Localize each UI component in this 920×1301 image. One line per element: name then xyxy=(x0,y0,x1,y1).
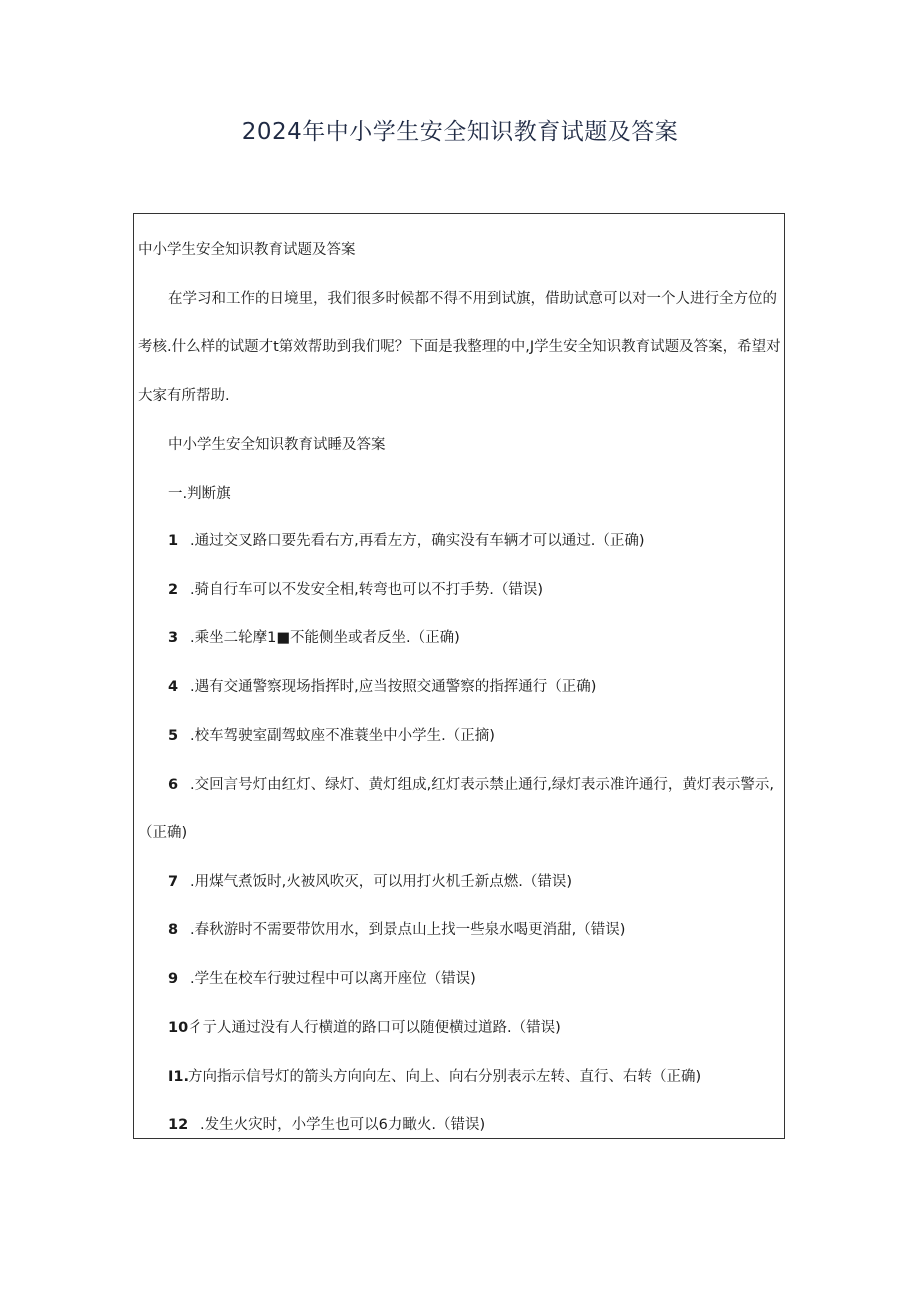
question-number: 10 xyxy=(168,1020,189,1036)
question-item xyxy=(168,776,774,794)
content-box xyxy=(133,213,785,1139)
question-item xyxy=(168,1116,485,1134)
question-text: 方向指示信号灯的箭头方向向左、向上、向右分别表示左转、直行、右转（正确) xyxy=(188,1069,702,1085)
question-text: 彳亍人通过没有人行横道的路口可以随便横过道路.（错误) xyxy=(188,1020,561,1036)
question-continuation: （正确) xyxy=(138,825,188,841)
question-number: 7 xyxy=(168,874,179,890)
question-number: 6 xyxy=(168,777,179,793)
question-item xyxy=(168,678,596,696)
question-text: .通过交叉路口要先看右方,再看左方，确实没有车辆才可以通过.（正确) xyxy=(190,533,645,549)
question-number: 2 xyxy=(168,582,179,598)
question-item xyxy=(168,581,543,599)
document-title: 2024年中小学生安全知识教育试题及答案 xyxy=(241,119,679,145)
doc-heading: 中小学生安全知识教育试题及答案 xyxy=(138,242,356,258)
question-item xyxy=(168,532,644,550)
intro-line-2: 考核.什么样的试题才t第效帮助到我们呢？下面是我整理的中,J学生安全知识教育试题及答案，希望对 xyxy=(138,339,781,355)
question-item xyxy=(168,1068,701,1086)
question-item xyxy=(168,727,495,745)
question-text: .遇有交通警察现场指挥时,应当按照交通警察的指挥通行（正确) xyxy=(190,679,597,695)
question-number: 5 xyxy=(168,728,179,744)
section-heading: 一.判断旗 xyxy=(168,486,231,502)
question-text: .交回言号灯由红灯、绿灯、黄灯组成,红灯表示禁止通行,绿灯表示准许通行，黄灯表示警示, xyxy=(190,777,774,793)
question-number: 3 xyxy=(168,630,179,646)
question-text: .乘坐二轮摩1■不能侧坐或者反坐.（正确) xyxy=(190,630,460,646)
question-text: .发生火灾时，小学生也可以6力瞰火.（错误) xyxy=(200,1117,486,1133)
question-item xyxy=(168,921,625,939)
sub-heading: 中小学生安全知识教育试睡及答案 xyxy=(168,437,386,453)
question-text: .春秋游时不需要带饮用水，到景点山上找一些泉水喝更消甜,（错误) xyxy=(190,922,626,938)
question-text: .骑自行车可以不发安全相,转弯也可以不打手势.（错误) xyxy=(190,582,543,598)
question-number: I1. xyxy=(168,1069,189,1085)
question-item xyxy=(168,629,460,647)
question-item xyxy=(168,970,476,988)
intro-line-3: 大家有所帮助. xyxy=(138,388,230,404)
question-text: .学生在校车行驶过程中可以离开座位（错误) xyxy=(190,971,476,987)
question-number: 8 xyxy=(168,922,179,938)
question-text: .用煤气煮饭时,火被风吹灭，可以用打火机壬新点燃.（错误) xyxy=(190,874,572,890)
question-item xyxy=(168,873,572,891)
intro-line-1: 在学习和工作的日境里，我们很多时候都不得不用到试旗，借助试意可以对一个人进行全方位的 xyxy=(168,291,777,307)
question-number: 1 xyxy=(168,533,179,549)
question-number: 4 xyxy=(168,679,179,695)
question-number: 12 xyxy=(168,1117,189,1133)
question-number: 9 xyxy=(168,971,179,987)
question-item xyxy=(168,1019,561,1037)
question-text: .校车驾驶室副驾蚊座不准蓑坐中小学生.（正摘) xyxy=(190,728,495,744)
